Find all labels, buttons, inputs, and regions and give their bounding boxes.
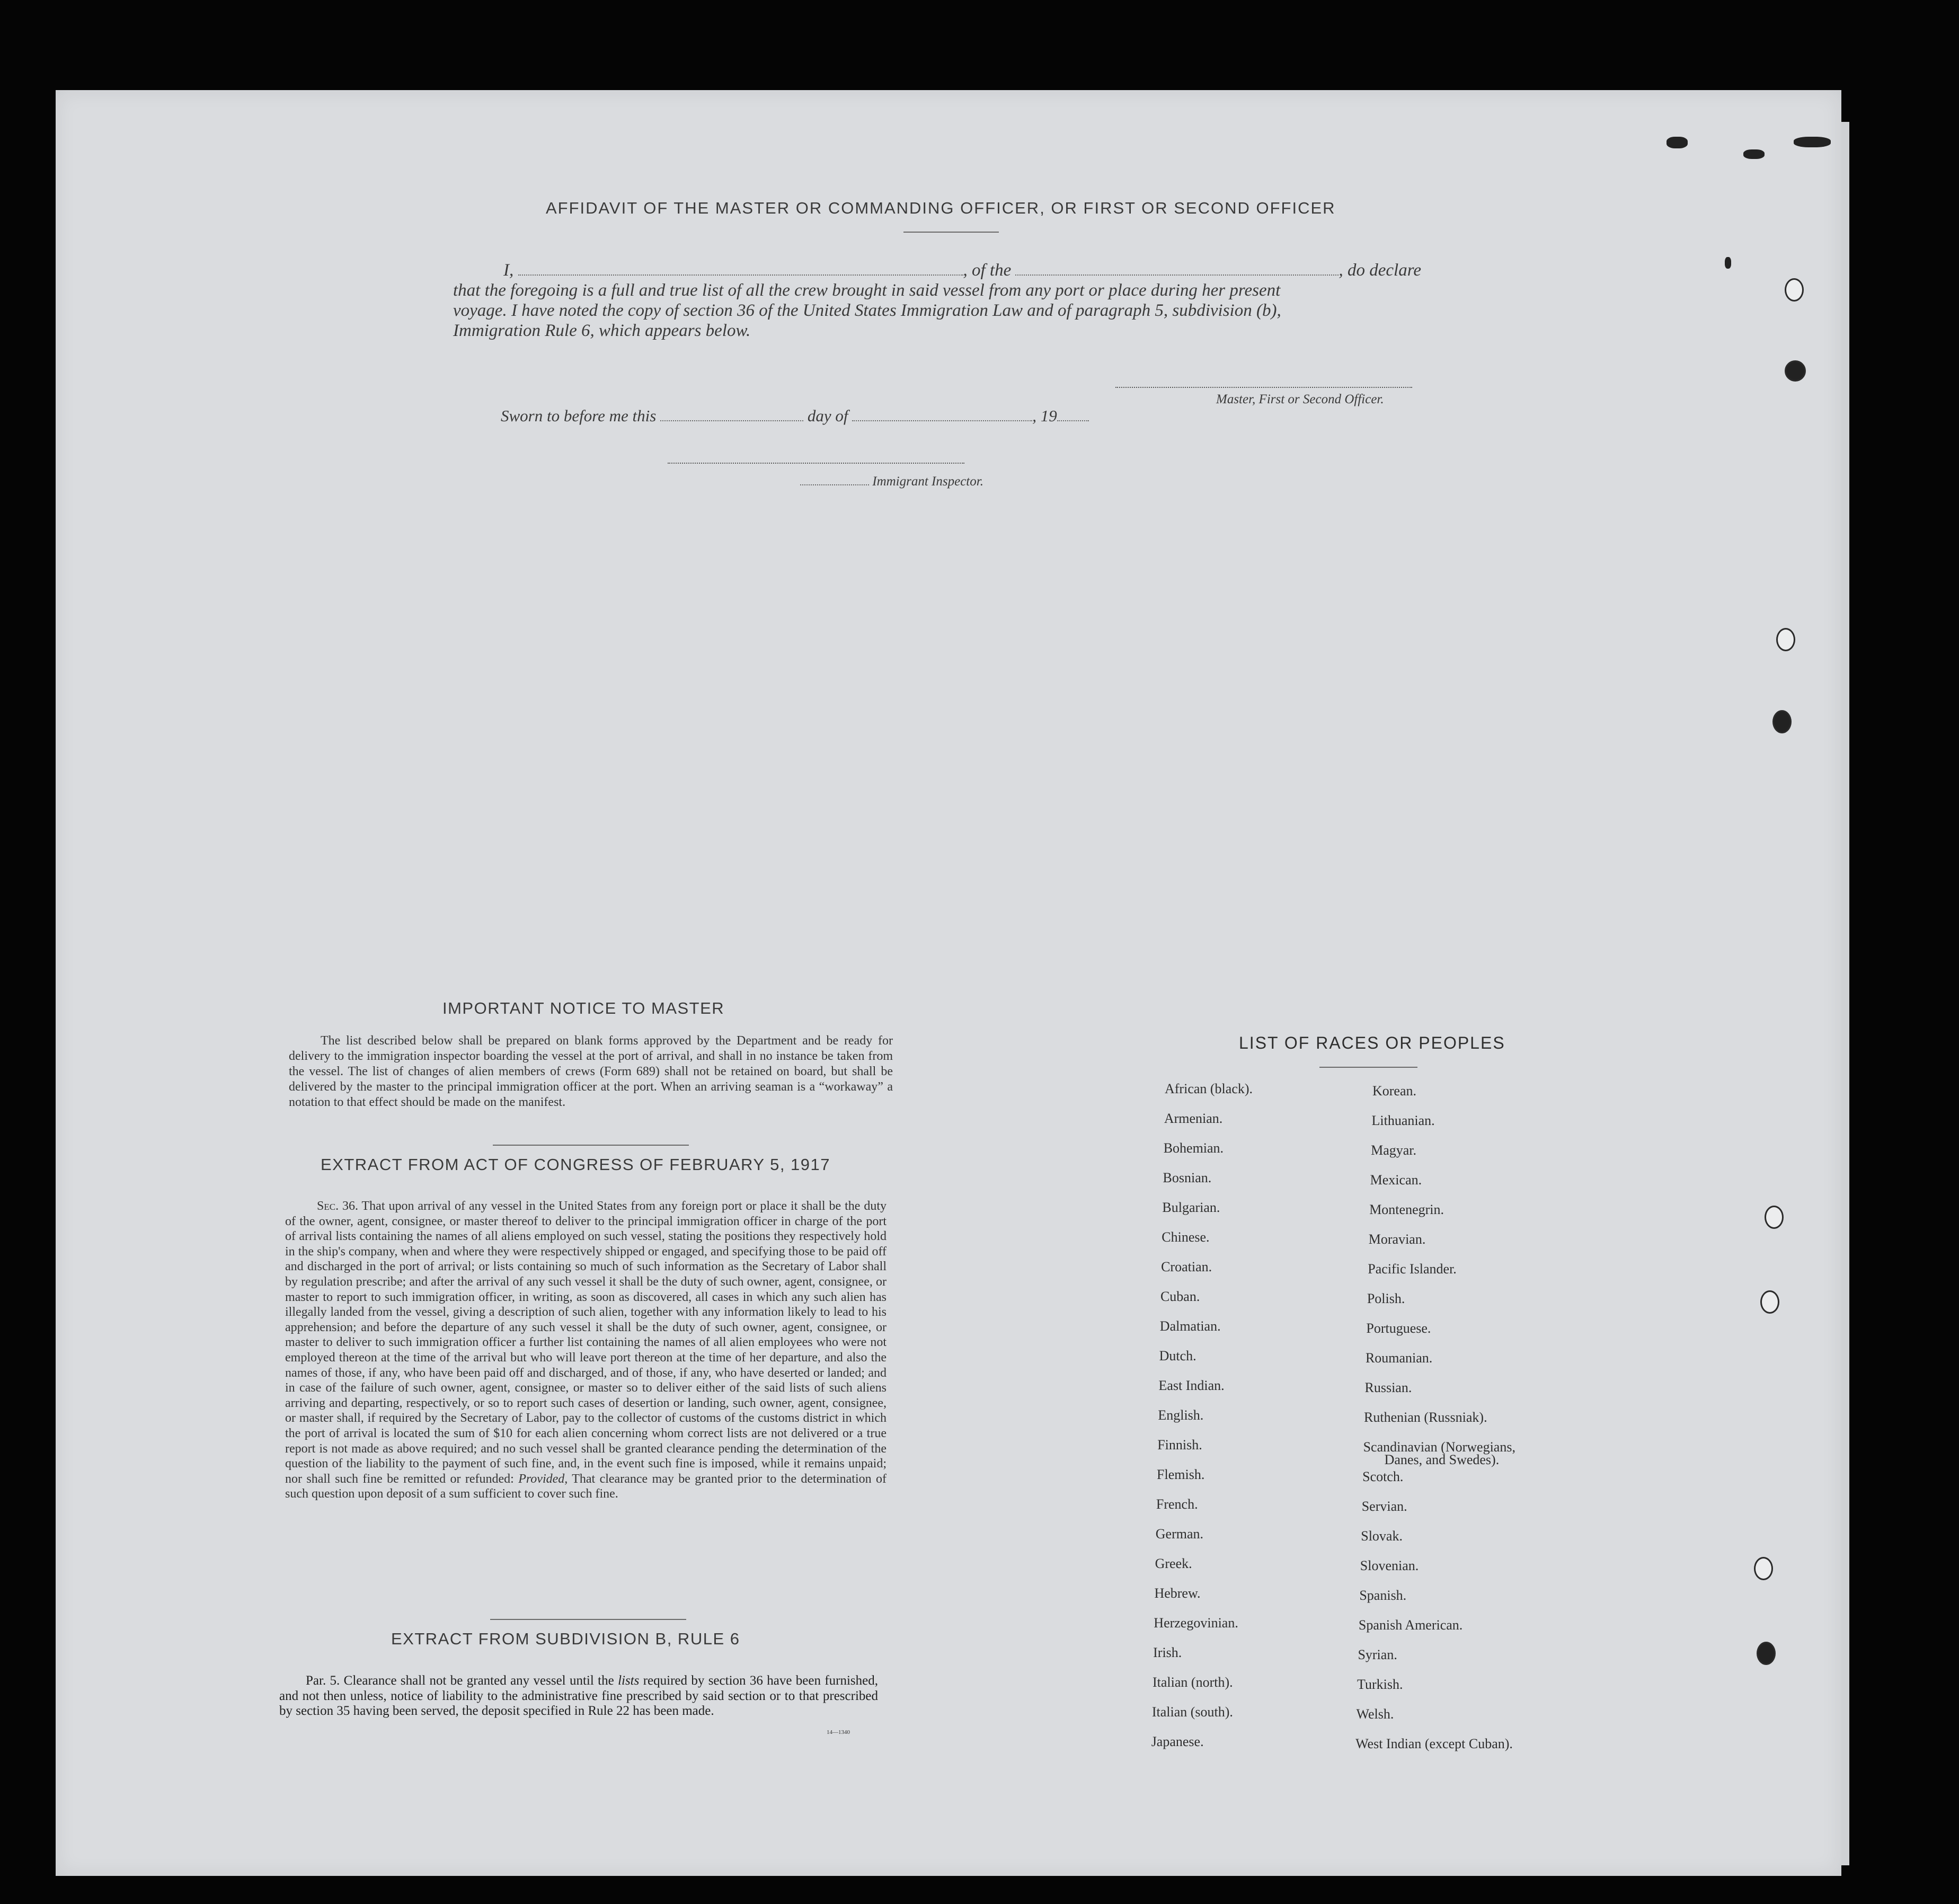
race-item: Magyar.: [1371, 1143, 1417, 1158]
ink-speck: [1743, 149, 1765, 159]
punch-hole: [1772, 710, 1792, 733]
race-item: Ruthenian (Russniak).: [1364, 1410, 1487, 1425]
punch-hole: [1754, 1557, 1773, 1580]
race-item: German.: [1155, 1526, 1203, 1542]
race-item: Flemish.: [1157, 1467, 1205, 1482]
race-item: Croatian.: [1161, 1259, 1212, 1274]
section-label: Sec. 36.: [317, 1199, 359, 1213]
race-item: African (black).: [1165, 1081, 1253, 1096]
sworn-label: Sworn to before me this: [501, 406, 657, 425]
sworn-month-blank[interactable]: [852, 405, 1032, 421]
ink-speck: [1667, 137, 1688, 148]
divider: [493, 1145, 689, 1146]
inspector-caption: [800, 474, 983, 489]
race-item: Montenegrin.: [1369, 1202, 1444, 1217]
race-item: Dutch.: [1159, 1348, 1196, 1363]
lists-label: lists: [618, 1673, 640, 1688]
race-item: Cuban.: [1160, 1289, 1200, 1304]
year-label: , 19: [1032, 406, 1057, 425]
sworn-line: [501, 405, 1089, 426]
notice-title: IMPORTANT NOTICE TO MASTER: [442, 999, 725, 1017]
race-item: Japanese.: [1151, 1734, 1204, 1749]
form-page: [56, 90, 1841, 1876]
punch-hole: [1757, 1642, 1776, 1665]
race-item: Russian.: [1364, 1380, 1412, 1395]
race-item: Roumanian.: [1365, 1350, 1433, 1366]
i-label: I,: [503, 261, 514, 280]
rule-extract-body: [279, 1673, 878, 1719]
race-item: Portuguese.: [1366, 1321, 1431, 1336]
sworn-day-blank[interactable]: [660, 405, 803, 421]
act-text: That upon arrival of any vessel in the United States from any foreign port or place it shall be the duty of the owner, agent, consignee, or master thereof to deliver to the principal immigration officer in charge of the port of arrival lists containing the names of all aliens employed on such vessel, stating the positions they respectively hold in the ship's company, when and where they were respectively shipped or engaged, and specifying those to be paid off and discharged in the port of arrival; or lists containing so much of such information as the Secretary of Labor shall by regulation prescribe; and after the arrival of any such vessel it shall be the duty of such owner, agent, consignee, or master to report to such immigration officer, in writing, as soon as discovered, all cases in which any such alien has illegally landed from the vessel, giving a description of such alien, together with any information likely to lead to his apprehension; and before the departure of any such vessel it shall be the duty of such owner, agent, consignee, or master to deliver to such immigration officer a further list containing the names of all alien employees who were not employed thereon at the time of the arrival but who will leave port thereon at the time of her departure, and also the names of those, if any, who have been paid off and discharged, and of those, if any, who have deserted or landed; and in case of the failure of such owner, agent, consignee, or master so to deliver either of the said lists of such aliens arriving and departing, respectively, or so to report such cases of desertion or landing, such owner, agent, consignee, or master shall, if required by the Secretary of Labor, pay to the collector of customs of the customs district in which the port of arrival is located the sum of $10 for each alien concerning whom correct lists are not delivered or a true report is not made as above required; and no such vessel shall be granted clearance pending the determination of the question of the liability to the payment of such fine, and, in the event such fine is imposed, while it remains unpaid; nor shall such fine be remitted or refunded:: [285, 1199, 887, 1486]
divider: [490, 1619, 686, 1620]
act-text-end: That clearance may be granted prior to the determination of such question upon deposit of a sum sufficient to cover such fine.: [285, 1472, 887, 1501]
rule-text-end: required by section 36 have been furnished, and not then unless, notice of liability to the administrative fine prescribed by said section or to that prescribed by section 35 having been served, the deposit specified in Rule 22 has been made.: [279, 1673, 878, 1718]
race-item: Herzegovinian.: [1154, 1615, 1238, 1631]
race-item: Italian (north).: [1153, 1675, 1233, 1690]
divider: [1319, 1067, 1417, 1068]
race-item: Finnish.: [1157, 1437, 1202, 1453]
signature-caption: Master, First or Second Officer.: [1216, 392, 1384, 406]
punch-hole: [1776, 628, 1795, 651]
race-item: Korean.: [1372, 1083, 1417, 1099]
races-title: LIST OF RACES OR PEOPLES: [1239, 1033, 1505, 1052]
act-extract-body: [285, 1199, 887, 1502]
race-item: Armenian.: [1164, 1111, 1223, 1126]
provided-label: Provided,: [518, 1472, 568, 1486]
name-blank[interactable]: [518, 260, 963, 276]
race-item: West Indian (except Cuban).: [1355, 1736, 1513, 1751]
race-item: Bulgarian.: [1162, 1200, 1220, 1215]
race-item: Moravian.: [1368, 1232, 1426, 1247]
notice-body: The list described below shall be prepared on blank forms approved by the Department and be ready for delivery to the immigration inspector boarding the vessel at the port of arrival, and shall in no instance be taken from the vessel. The list of changes of alien members of crews (Form 689) shall not be retained on board, but shall be delivered by the master to the principal immigration officer at the port. When an arriving seaman is a “workaway” a notation to that effect should be made on the manifest.: [289, 1034, 893, 1109]
ink-speck: [1794, 137, 1831, 147]
race-item: East Indian.: [1158, 1378, 1225, 1393]
form-number: 14—1340: [827, 1729, 850, 1735]
race-item: Bosnian.: [1163, 1170, 1212, 1185]
vessel-blank[interactable]: [1015, 260, 1338, 276]
sworn-year-blank[interactable]: [1057, 405, 1089, 421]
affidavit-line: Immigration Rule 6, which appears below.: [453, 321, 751, 340]
divider: [903, 232, 999, 233]
race-item: Hebrew.: [1154, 1586, 1201, 1601]
race-item: Dalmatian.: [1159, 1318, 1221, 1334]
race-item: Bohemian.: [1163, 1140, 1224, 1156]
race-item: Syrian.: [1358, 1647, 1397, 1662]
rule-text: Par. 5. Clearance shall not be granted any vessel until the: [306, 1673, 618, 1688]
race-item: Pacific Islander.: [1368, 1261, 1457, 1277]
affidavit-line: that the foregoing is a full and true list of all the crew brought in said vessel from any port or place during her present: [453, 281, 1281, 300]
race-item: English.: [1158, 1407, 1204, 1423]
race-item: Turkish.: [1357, 1677, 1403, 1692]
race-item: Servian.: [1361, 1499, 1407, 1514]
race-item: Scandinavian (Norwegians,: [1363, 1439, 1515, 1455]
punch-hole: [1760, 1290, 1779, 1314]
punch-hole: [1785, 360, 1806, 382]
act-extract-title: EXTRACT FROM ACT OF CONGRESS OF FEBRUARY 5, 1917: [321, 1155, 831, 1174]
rule-extract-title: EXTRACT FROM SUBDIVISION B, RULE 6: [391, 1630, 740, 1648]
punch-hole: [1785, 278, 1804, 302]
signature-line[interactable]: [1115, 387, 1412, 388]
do-declare-label: , do declare: [1338, 261, 1421, 280]
race-item: Irish.: [1153, 1645, 1182, 1660]
race-item: Chinese.: [1162, 1229, 1210, 1245]
race-item: Scotch.: [1362, 1469, 1404, 1484]
race-item: Lithuanian.: [1371, 1113, 1435, 1128]
race-item: Spanish American.: [1358, 1617, 1463, 1633]
race-item: Welsh.: [1356, 1706, 1394, 1722]
day-of-label: day of: [807, 406, 848, 425]
race-item-continuation: Danes, and Swedes).: [1384, 1452, 1500, 1467]
race-item: Polish.: [1367, 1291, 1405, 1306]
race-item: French.: [1156, 1496, 1198, 1512]
inspector-signature-line[interactable]: [668, 463, 964, 464]
race-item: Slovak.: [1361, 1528, 1403, 1544]
race-item: Slovenian.: [1360, 1558, 1419, 1573]
affidavit-line: voyage. I have noted the copy of section 36 of the United States Immigration Law and of paragraph 5, subdivision (b),: [453, 301, 1281, 320]
inspector-blank[interactable]: [800, 475, 869, 485]
inspector-caption-text: Immigrant Inspector.: [872, 474, 983, 489]
race-item: Greek.: [1155, 1556, 1192, 1571]
race-item: Mexican.: [1370, 1172, 1422, 1188]
affidavit-body: [453, 260, 1449, 341]
ink-speck: [1725, 257, 1731, 269]
punch-hole: [1765, 1206, 1784, 1229]
affidavit-title: AFFIDAVIT OF THE MASTER OR COMMANDING OFFICER, OR FIRST OR SECOND OFFICER: [546, 199, 1336, 217]
of-the-label: , of the: [963, 261, 1012, 280]
race-item: Italian (south).: [1151, 1704, 1233, 1720]
race-item: Spanish.: [1359, 1588, 1407, 1603]
